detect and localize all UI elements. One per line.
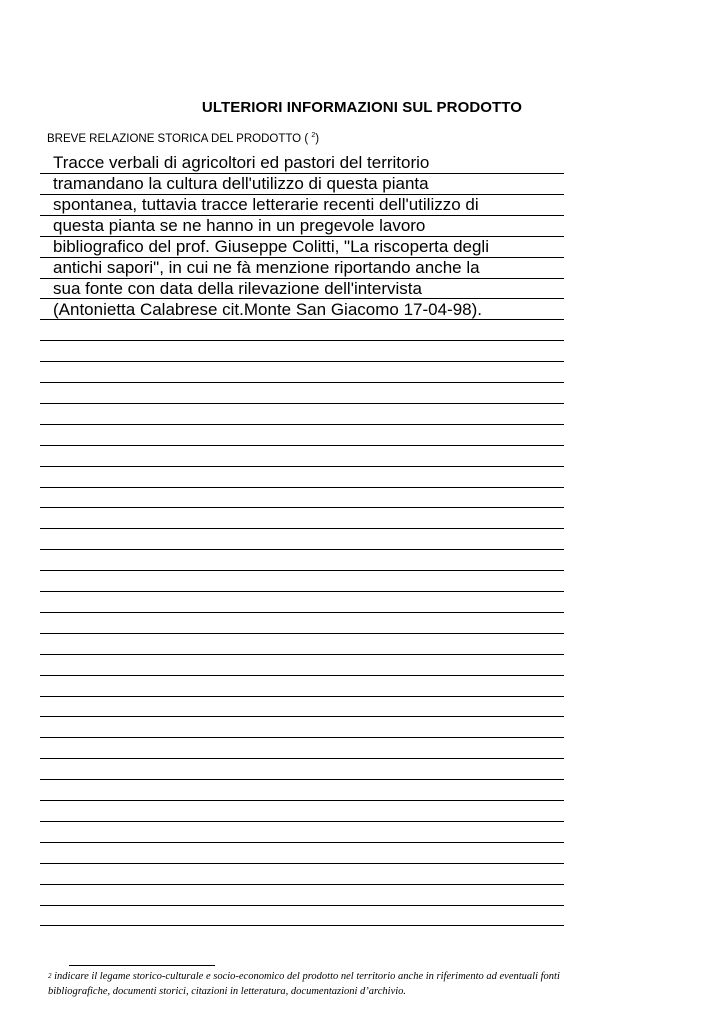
ruled-line	[40, 549, 564, 550]
section-label-close: )	[315, 133, 320, 145]
text-line: Tracce verbali di agricoltori ed pastori del territorio	[53, 153, 430, 172]
ruled-line	[40, 925, 564, 926]
footnote	[48, 969, 688, 999]
footnote-ref: 2	[311, 132, 316, 139]
text-line: tramandano la cultura dell'utilizzo di questa pianta	[53, 174, 429, 193]
text-line: (Antonietta Calabrese cit.Monte San Giacomo 17-04-98).	[53, 300, 483, 319]
footnote-line-2: bibliografiche, documenti storici, citazioni in letteratura, documentazioni d’archivio.	[48, 986, 407, 997]
ruled-line	[40, 361, 564, 362]
ruled-line	[40, 905, 564, 906]
footnote-marker: 2	[48, 972, 52, 980]
section-label-text: BREVE RELAZIONE STORICA DEL PRODOTTO (	[47, 133, 309, 145]
ruled-line	[40, 445, 564, 446]
ruled-lines	[40, 0, 564, 940]
ruled-line	[40, 821, 564, 822]
ruled-line	[40, 675, 564, 676]
ruled-line	[40, 612, 564, 613]
ruled-line	[40, 716, 564, 717]
text-line: sua fonte con data della rilevazione dell'intervista	[53, 279, 422, 298]
page-title: ULTERIORI INFORMAZIONI SUL PRODOTTO	[201, 99, 523, 116]
ruled-line	[40, 758, 564, 759]
text-line: spontanea, tuttavia tracce letterarie recenti dell'utilizzo di	[53, 195, 479, 214]
ruled-line	[40, 591, 564, 592]
ruled-line	[40, 863, 564, 864]
ruled-line	[40, 382, 564, 383]
ruled-line	[40, 779, 564, 780]
text-line: bibliografico del prof. Giuseppe Colitti, "La riscoperta degli	[53, 237, 489, 256]
ruled-line	[40, 884, 564, 885]
ruled-line	[40, 507, 564, 508]
ruled-line	[40, 487, 564, 488]
ruled-line	[40, 696, 564, 697]
ruled-line	[40, 466, 564, 467]
footnote-text-1: indicare il legame storico-culturale e socio-economico del prodotto nel territorio anche in riferimento ad eventuali fonti	[51, 971, 560, 982]
ruled-line	[40, 403, 564, 404]
ruled-line	[40, 633, 564, 634]
ruled-line	[40, 842, 564, 843]
footnote-line-1	[48, 969, 688, 984]
text-line: antichi sapori", in cui ne fà menzione riportando anche la	[53, 258, 480, 277]
ruled-line	[40, 570, 564, 571]
ruled-line	[40, 737, 564, 738]
text-line: questa pianta se ne hanno in un pregevole lavoro	[53, 216, 426, 235]
ruled-line	[40, 424, 564, 425]
ruled-line	[40, 654, 564, 655]
footnote-separator	[69, 965, 215, 966]
ruled-line	[40, 528, 564, 529]
ruled-line	[40, 340, 564, 341]
ruled-line	[40, 800, 564, 801]
